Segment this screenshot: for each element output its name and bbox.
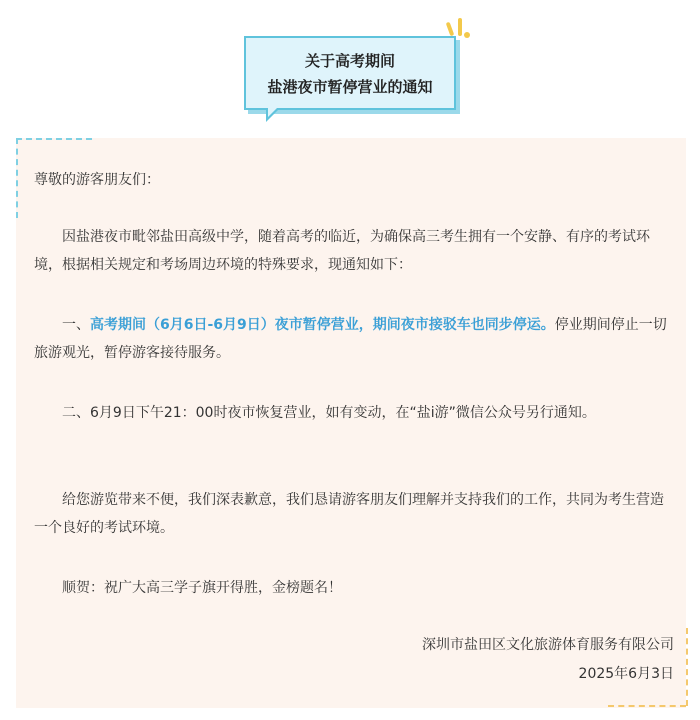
notice-item-2: 二、6月9日下午21：00时夜市恢复营业，如有变动，在“盐i游”微信公众号另行通知。 [62,405,596,421]
paragraph-intro: 因盐港夜市毗邻盐田高级中学，随着高考的临近，为确保高三考生拥有一个安静、有序的考试环境，根据相关规定和考场周边环境的特殊要求，现通知如下： [34,229,650,273]
item-1-highlight: 高考期间（6月6日-6月9日）夜市暂停营业，期间夜市接驳车也同步停运。 [90,317,555,333]
signature-date: 2025年6月3日 [578,666,674,682]
title-line-2: 盐港夜市暂停营业的通知 [267,78,433,96]
dashed-corner-top-left-vertical [16,138,18,218]
item-1-rest: 停业期间停止一切旅游观光，暂停游客接待服务。 [34,317,667,361]
speech-tail-fill [268,107,278,117]
dashed-corner-bottom-right [608,705,686,707]
paragraph-apology: 给您游览带来不便，我们深表歉意，我们恳请游客朋友们理解并支持我们的工作，共同为考生营造一个良好的考试环境。 [34,492,664,536]
notice-item-1 [34,311,674,367]
item-1-prefix: 一、 [62,317,90,333]
dashed-corner-bottom-right-vertical [686,628,688,706]
signature-org: 深圳市盐田区文化旅游体育服务有限公司 [422,637,674,653]
dashed-corner-top-left [16,138,92,140]
greeting: 尊敬的游客朋友们： [34,172,160,188]
notice-title [244,36,456,110]
title-line-1: 关于高考期间 [304,52,395,70]
notice-title-bubble [244,36,462,116]
closing-wish: 顺贺：祝广大高三学子旗开得胜，金榜题名！ [62,580,342,596]
